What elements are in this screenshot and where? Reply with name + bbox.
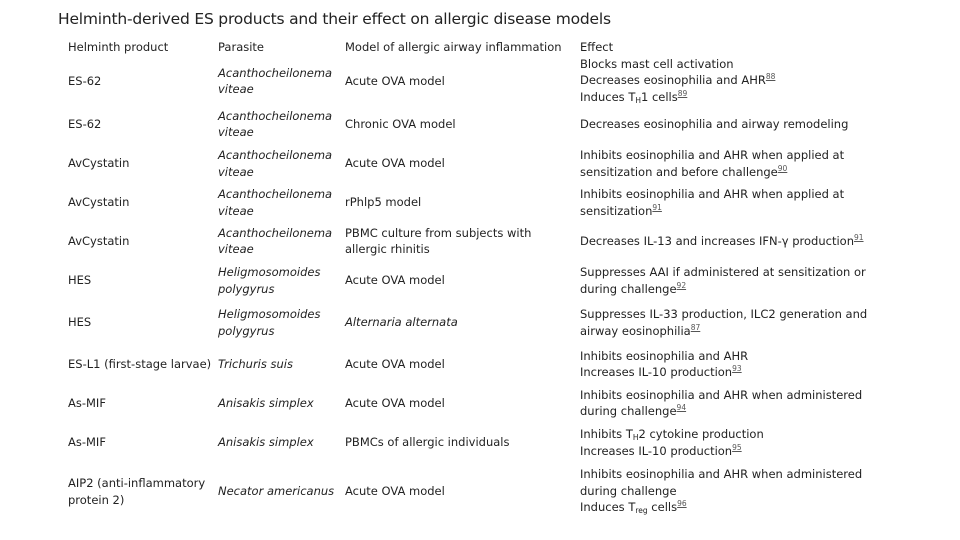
cell-model [345,155,580,171]
effect-line: Inhibits eosinophilia and AHR when administered [580,467,863,482]
reference-marker: 93 [732,364,742,374]
cell-product: AIP2 (anti-inflammatory protein 2) [68,476,206,507]
cell-parasite [218,186,345,219]
cell-product: HES [68,315,92,330]
header-effect: Effect [580,39,614,54]
table-row [68,260,948,301]
effect-line: sensitization and before challenge$^{90}$ [580,163,788,179]
cell-model [345,272,580,288]
reference-marker: 95 [732,443,742,453]
model-line: rPhlp5 model [345,195,422,210]
table-row [68,384,948,422]
parasite-line: polygyrus [218,323,275,338]
cell-product: ES-L1 (first-stage larvae) [68,356,212,371]
cell-model [345,194,580,210]
effect-line: Induces $T_H1$ cells$^{89}$ [580,88,688,105]
cell-parasite [218,264,345,297]
cell-product: As-MIF [68,395,106,410]
parasite-line: polygyrus [218,281,275,296]
model-line: Acute OVA model [345,484,445,499]
cell-product: HES [68,273,92,288]
cell-effect [580,466,948,516]
cell-parasite [218,483,345,499]
cell-product: AvCystatin [68,195,130,210]
header-model: Model of allergic airway inflammation [345,39,562,54]
model-line: Acute OVA model [345,395,445,410]
cell-parasite [218,434,345,450]
model-line: Alternaria alternata [345,315,458,330]
model-line: Acute OVA model [345,356,445,371]
cell-effect [580,147,948,180]
effect-line: Blocks mast cell activation [580,56,734,71]
cell-model [345,483,580,499]
effect-line: Decreases eosinophilia and AHR$^{88}$ [580,72,776,88]
effect-line: Inhibits $T_H2$ cytokine production [580,426,764,442]
parasite-line: Acanthocheilonema [218,225,333,240]
cell-effect [580,306,948,339]
reference-marker: 88 [765,72,776,82]
header-parasite: Parasite [218,39,265,54]
parasite-line: Acanthocheilonema [218,187,333,202]
effect-line: sensitization$^{91}$ [580,202,662,218]
cell-parasite [218,356,345,372]
cell-effect [580,387,948,420]
cell-effect [580,186,948,219]
effect-line: Increases IL-10 production$^{93}$ [580,364,742,379]
cell-model [345,116,580,132]
parasite-line: viteae [218,125,254,139]
effect-line: Inhibits eosinophilia and AHR when administered [580,387,863,402]
cell-effect [580,233,948,249]
table-row [68,344,948,384]
cell-model [345,395,580,411]
effect-line: airway eosinophilia$^{87}$ [580,322,701,338]
effect-line: Suppresses AAI if administered at sensitization or [580,265,866,280]
table-body [68,58,948,520]
cell-effect [580,264,948,297]
model-line: allergic rhinitis [345,242,430,256]
cell-product: AvCystatin [68,156,130,171]
cell-product: As-MIF [68,435,106,450]
parasite-line: Trichuris suis [218,356,293,371]
cell-parasite [218,225,345,258]
model-line: PBMC culture from subjects with [345,225,532,240]
cell-model [345,225,580,258]
slide-title: Helminth-derived ES products and their effect on allergic disease models [58,10,611,28]
header-helminth-product: Helminth product [68,39,169,54]
cell-product: ES-62 [68,116,102,131]
cell-parasite [218,65,345,98]
effect-line: Induces $T_{reg}$ cells$^{96}$ [580,499,687,515]
parasite-line: viteae [218,164,254,179]
parasite-line: viteae [218,242,254,256]
reference-marker: 96 [677,499,687,509]
cell-effect [580,56,948,106]
effect-line: Decreases IL-13 and increases IFN-γ production$^{91}$ [580,233,864,248]
reference-marker: 90 [777,163,788,173]
effect-line: Suppresses IL-33 production, ILC2 generation and [580,307,868,322]
reference-marker: 92 [676,280,687,290]
table-row [68,183,948,222]
effect-line: Inhibits eosinophilia and AHR when applied at [580,148,845,163]
table-row [68,58,948,104]
effect-line: Decreases eosinophilia and airway remodeling [580,116,849,131]
model-line: PBMCs of allergic individuals [345,435,510,450]
table-header [68,36,948,58]
model-line: Acute OVA model [345,273,445,288]
parasite-line: Acanthocheilonema [218,148,333,163]
cell-effect [580,116,948,132]
effect-line: during challenge [580,483,677,498]
cell-parasite [218,108,345,141]
parasite-line: viteae [218,203,254,218]
cell-model [345,73,580,89]
cell-parasite [218,306,345,339]
cell-model [345,434,580,450]
reference-marker: 94 [676,403,687,413]
table-row [68,222,948,260]
reference-marker: 91 [853,233,864,242]
parasite-line: Necator americanus [218,484,335,499]
effect-line: Inhibits eosinophilia and AHR when applied at [580,187,845,202]
effect-line: during challenge$^{92}$ [580,280,687,296]
cell-product: ES-62 [68,73,102,88]
parasite-line: Anisakis simplex [218,435,314,450]
subscript: H [632,432,639,442]
parasite-line: Anisakis simplex [218,395,314,410]
parasite-line: Acanthocheilonema [218,108,333,123]
table-row [68,144,948,183]
subscript: reg [635,506,648,515]
parasite-line: Acanthocheilonema [218,65,333,80]
parasite-line: Heligmosomoides [218,265,321,280]
effect-line: during challenge$^{94}$ [580,403,687,418]
effects-table [68,36,948,520]
cell-model [345,356,580,372]
reference-marker: 89 [677,88,688,98]
table-row [68,104,948,144]
parasite-line: Heligmosomoides [218,307,321,322]
cell-parasite [218,395,345,411]
effect-line: Inhibits eosinophilia and AHR [580,348,749,363]
model-line: Acute OVA model [345,156,445,171]
table-row [68,301,948,344]
cell-model [345,314,580,330]
cell-effect [580,348,948,381]
cell-effect [580,426,948,460]
subscript: H [635,95,641,105]
effect-line: Increases IL-10 production$^{95}$ [580,443,742,459]
cell-product: AvCystatin [68,233,130,248]
table-row [68,422,948,463]
cell-parasite [218,147,345,180]
model-line: Chronic OVA model [345,116,456,131]
table-row [68,463,948,520]
parasite-line: viteae [218,82,254,96]
reference-marker: 91 [652,202,662,212]
model-line: Acute OVA model [345,73,445,88]
reference-marker: 87 [690,322,701,332]
